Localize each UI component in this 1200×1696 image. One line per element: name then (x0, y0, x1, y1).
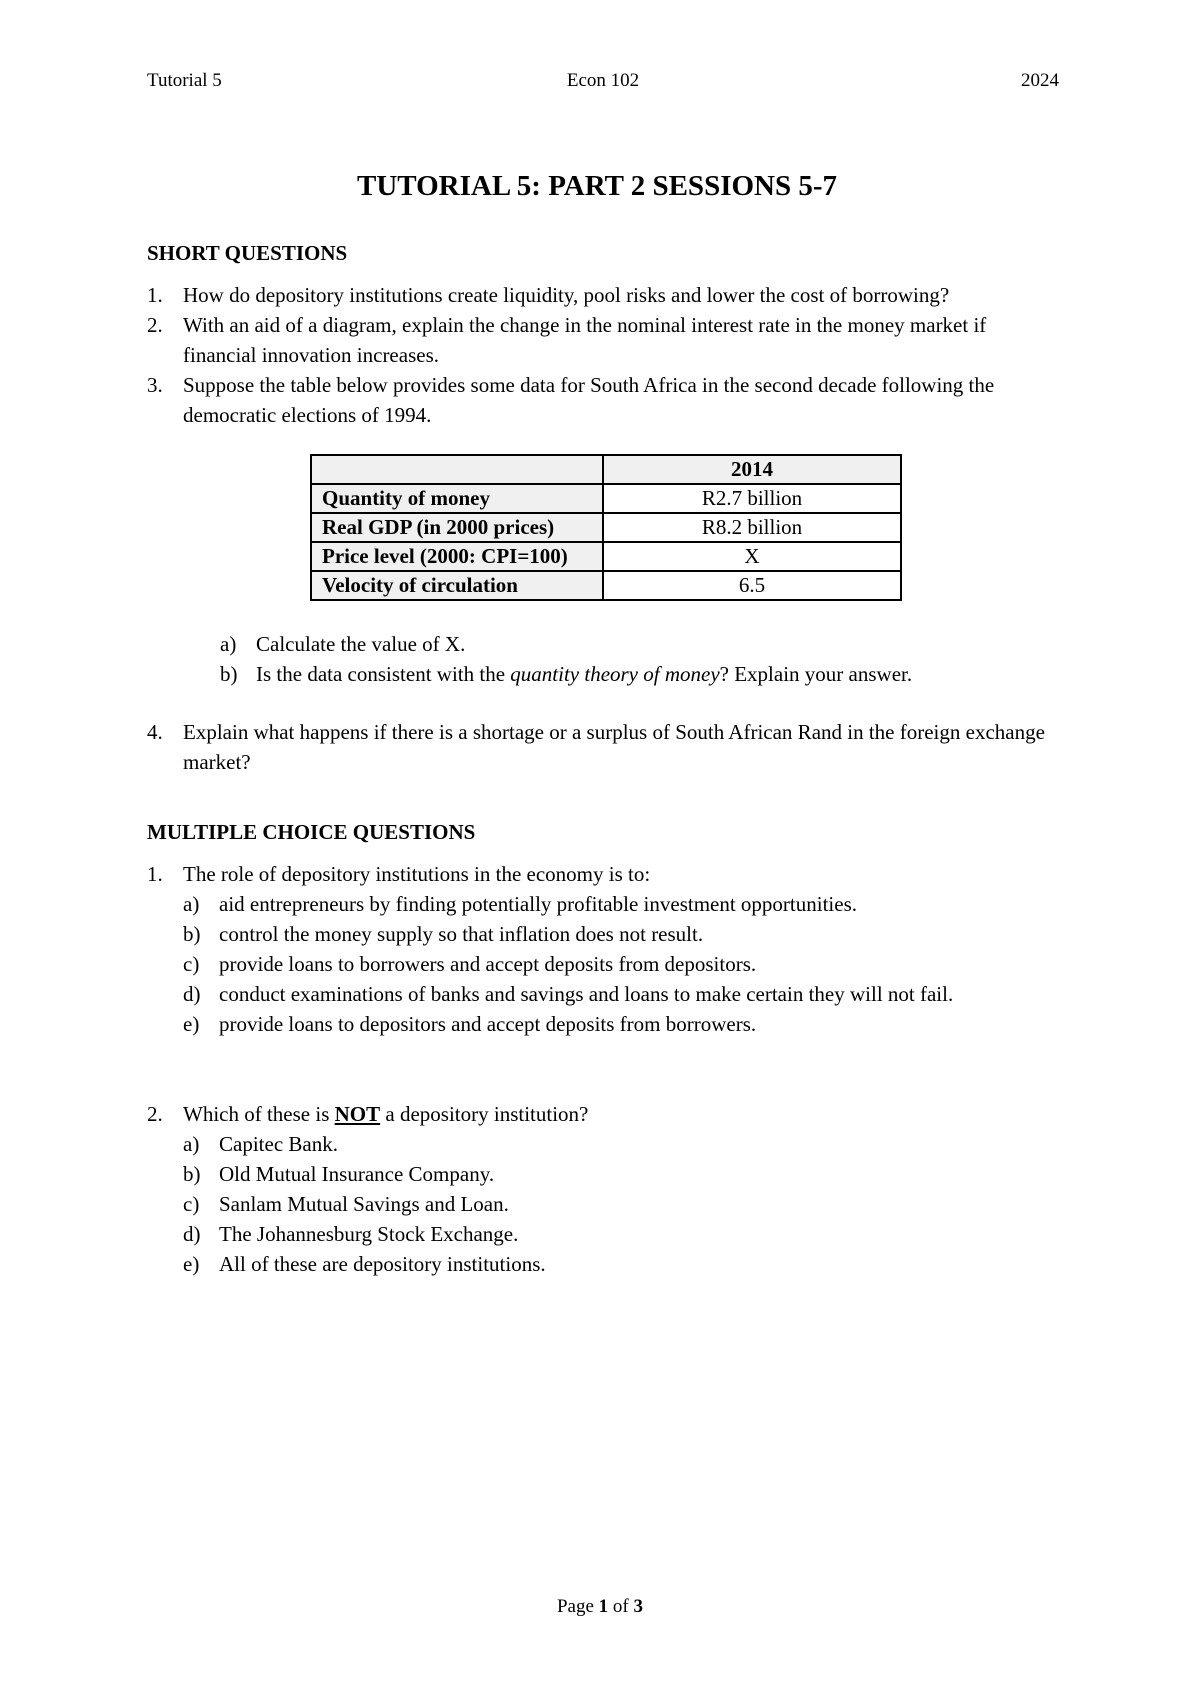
question-text (183, 1099, 1047, 1129)
header-year: 2024 (1021, 70, 1059, 91)
short-question-4 (147, 717, 1047, 777)
sa-money-data-table (310, 454, 902, 601)
header-course-label: Tutorial 5 (147, 70, 222, 91)
footer-of-word: of (608, 1596, 634, 1617)
option-letter: a) (183, 1132, 200, 1156)
mcq-option (183, 1129, 1047, 1159)
option-letter: b) (183, 922, 201, 946)
page-header (147, 70, 1059, 96)
table-cell-value: X (603, 542, 901, 571)
document-body (147, 168, 1047, 1279)
mcq-question-1 (147, 859, 1047, 889)
mcq-option (183, 979, 1047, 1009)
mcq-option (183, 1189, 1047, 1219)
option-text: Sanlam Mutual Savings and Loan. (219, 1192, 509, 1216)
question-text-start: Which of these is (183, 1102, 335, 1126)
option-letter: a) (183, 892, 200, 916)
short-question-3-parts (220, 629, 1047, 689)
mcq-heading: MULTIPLE CHOICE QUESTIONS (147, 820, 476, 844)
question-text: The role of depository institutions in the economy is to: (183, 862, 651, 886)
option-letter: e) (183, 1012, 200, 1036)
question-text: Explain what happens if there is a shortage or a surplus of South African Rand in the foreign exchange market? (183, 720, 1045, 774)
question-number: 2. (147, 1102, 163, 1126)
mcq-option (183, 889, 1047, 919)
question-number: 3. (147, 373, 163, 397)
sub-question-a (220, 629, 1047, 659)
page-footer (0, 1596, 1200, 1618)
option-letter: c) (183, 952, 200, 976)
header-course-code: Econ 102 (566, 70, 640, 91)
option-text: control the money supply so that inflation does not result. (219, 922, 704, 946)
mcq-option (183, 1249, 1047, 1279)
option-letter: d) (183, 982, 201, 1006)
table-cell-value: R2.7 billion (603, 484, 901, 513)
short-question-3 (147, 370, 1047, 430)
option-text: The Johannesburg Stock Exchange. (219, 1222, 519, 1246)
page-title: TUTORIAL 5: PART 2 SESSIONS 5-7 (356, 170, 838, 202)
option-text: Old Mutual Insurance Company. (219, 1162, 495, 1186)
sub-question-text-start: Is the data consistent with the (256, 662, 511, 686)
sub-question-text: Calculate the value of X. (256, 632, 466, 656)
mcq-option (183, 1009, 1047, 1039)
mcq-option (183, 1219, 1047, 1249)
question-text-end: a depository institution? (380, 1102, 589, 1126)
short-question-2 (147, 310, 1047, 370)
option-letter: b) (183, 1162, 201, 1186)
mcq-option (183, 1159, 1047, 1189)
short-questions-heading: SHORT QUESTIONS (147, 241, 348, 265)
table-row-label: Velocity of circulation (311, 571, 603, 600)
table-row-label: Quantity of money (311, 484, 603, 513)
table-row (311, 513, 901, 542)
mcq-1-options (183, 889, 1047, 1039)
sub-question-text (256, 659, 1047, 689)
table-cell-value: 6.5 (603, 571, 901, 600)
mcq-question-2 (147, 1099, 1047, 1129)
question-number: 4. (147, 720, 163, 744)
option-text: aid entrepreneurs by finding potentially profitable investment opportunities. (219, 892, 858, 916)
table-row-label: Price level (2000: CPI=100) (311, 542, 603, 571)
question-text: With an aid of a diagram, explain the change in the nominal interest rate in the money market if financial innovation increases. (183, 313, 987, 367)
table-header-row (311, 455, 901, 484)
table-cell-value: R8.2 billion (603, 513, 901, 542)
table-row-label: Real GDP (in 2000 prices) (311, 513, 603, 542)
footer-page-total: 3 (633, 1596, 643, 1617)
sub-question-letter: b) (220, 662, 238, 686)
option-text: All of these are depository institutions. (219, 1252, 546, 1276)
table-row (311, 542, 901, 571)
mcq-option (183, 919, 1047, 949)
sub-question-letter: a) (220, 632, 237, 656)
mcq-option (183, 949, 1047, 979)
option-letter: e) (183, 1252, 200, 1276)
table-column-header: 2014 (603, 455, 901, 484)
mcq-2-options (183, 1129, 1047, 1279)
question-text: Suppose the table below provides some data for South Africa in the second decade following the democratic elections of 1994. (183, 373, 995, 427)
question-number: 1. (147, 862, 163, 886)
table-row (311, 571, 901, 600)
table-row (311, 484, 901, 513)
question-number: 2. (147, 313, 163, 337)
option-text: provide loans to depositors and accept deposits from borrowers. (219, 1012, 757, 1036)
question-number: 1. (147, 283, 163, 307)
footer-page-word: Page (556, 1596, 599, 1617)
quantity-theory-term: quantity theory of money (510, 662, 720, 686)
option-text: Capitec Bank. (219, 1132, 338, 1156)
table-corner-cell (311, 455, 603, 484)
question-text: How do depository institutions create liquidity, pool risks and lower the cost of borrowing? (183, 283, 950, 307)
option-letter: d) (183, 1222, 201, 1246)
sub-question-text-end: ? Explain your answer. (719, 662, 913, 686)
footer-page-number: 1 (598, 1596, 609, 1617)
option-text: conduct examinations of banks and savings and loans to make certain they will not fail. (219, 982, 954, 1006)
option-letter: c) (183, 1192, 200, 1216)
short-question-1 (147, 280, 1047, 310)
sub-question-b (220, 659, 1047, 689)
option-text: provide loans to borrowers and accept deposits from depositors. (219, 952, 757, 976)
not-emphasis: NOT (334, 1102, 381, 1126)
